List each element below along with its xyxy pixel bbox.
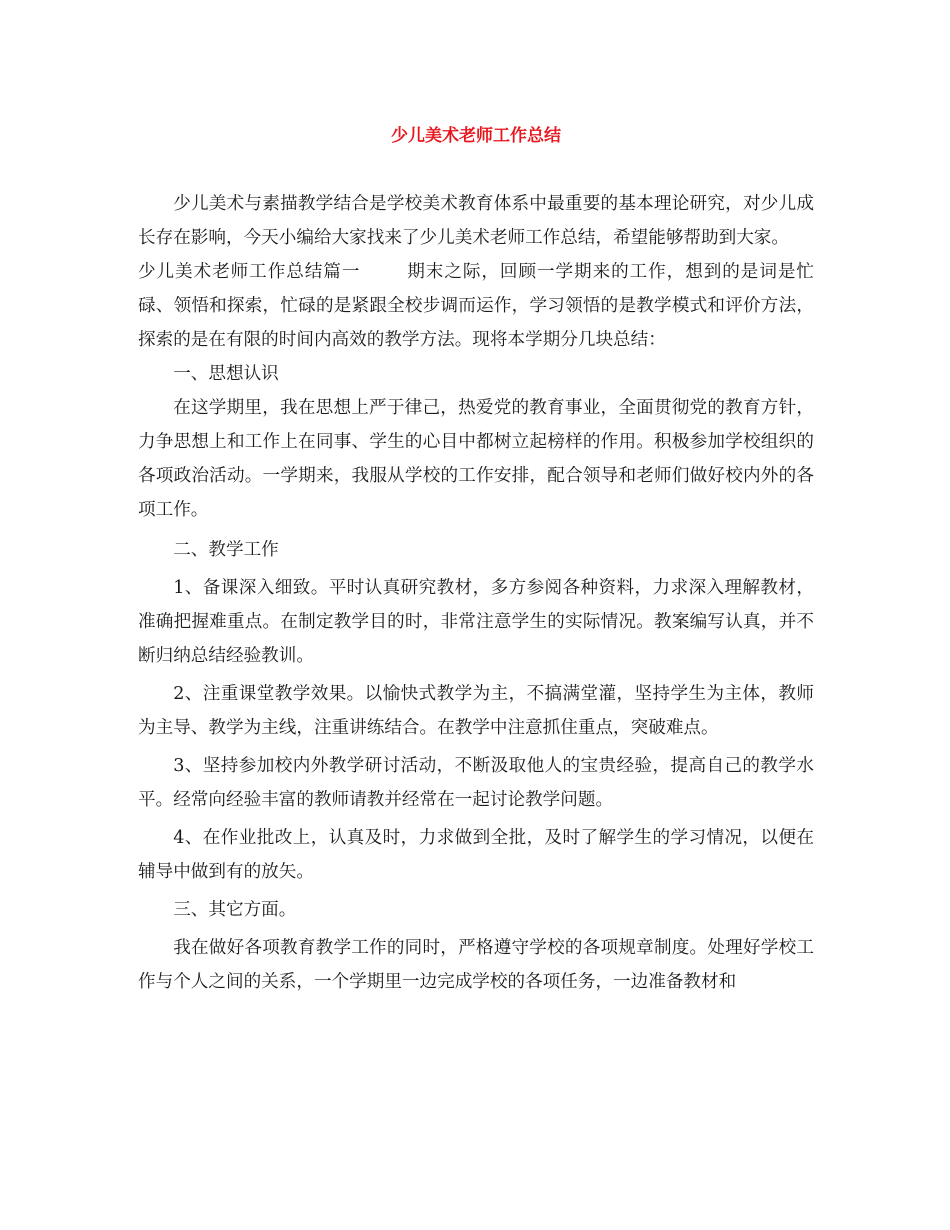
section1-paragraph: 在这学期里，我在思想上严于律己，热爱党的教育事业，全面贯彻党的教育方针，力争思想上和工作上在同事、学生的心目中都树立起榜样的作用。积极参加学校组织的各项政治活动。一学期来，我服从学校的工作安排，配合领导和老师们做好校内外的各项工作。 [138,398,814,520]
section2-item-3: 3、坚持参加校内外教学研讨活动，不断汲取他人的宝贵经验，提高自己的教学水平。经常向经验丰富的教师请教并经常在一起讨论教学问题。 [138,756,814,810]
section2-heading: 二、教学工作 [173,540,279,560]
section2-item-2: 2、注重课堂教学效果。以愉快式教学为主，不搞满堂灌，坚持学生为主体，教师为主导、教学为主线，注重讲练结合。在教学中注意抓住重点，突破难点。 [138,684,814,738]
section3-heading: 三、其它方面。 [173,900,297,920]
section1-heading: 一、思想认识 [173,364,279,384]
intro-paragraph: 少儿美术与素描教学结合是学校美术教育体系中最重要的基本理论研究，对少儿成长存在影响，今天小编给大家找来了少儿美术老师工作总结，希望能够帮助到大家。 [138,194,814,248]
section3-paragraph: 我在做好各项教育教学工作的同时，严格遵守学校的各项规章制度。处理好学校工作与个人之间的关系，一个学期里一边完成学校的各项任务，一边准备教材和 [138,938,814,992]
section2-item-1: 1、备课深入细致。平时认真研究教材，多方参阅各种资料，力求深入理解教材，准确把握难重点。在制定教学目的时，非常注意学生的实际情况。教案编写认真，并不断归纳总结经验教训。 [138,578,814,666]
article-opening-paragraph [138,255,814,357]
article-label: 少儿美术老师工作总结篇一 [138,262,361,282]
section2-item-4: 4、在作业批改上，认真及时，力求做到全批，及时了解学生的学习情况，以便在辅导中做到有的放矢。 [138,828,814,882]
article-opening-text: 期末之际，回顾一学期来的工作，想到的是词是忙碌、领悟和探索，忙碌的是紧跟全校步调而运作，学习领悟的是教学模式和评价方法，探索的是在有限的时间内高效的教学方法。现将本学期分几块总结： [138,262,814,350]
document-title: 少儿美术老师工作总结 [391,126,561,146]
document-body [138,187,814,999]
